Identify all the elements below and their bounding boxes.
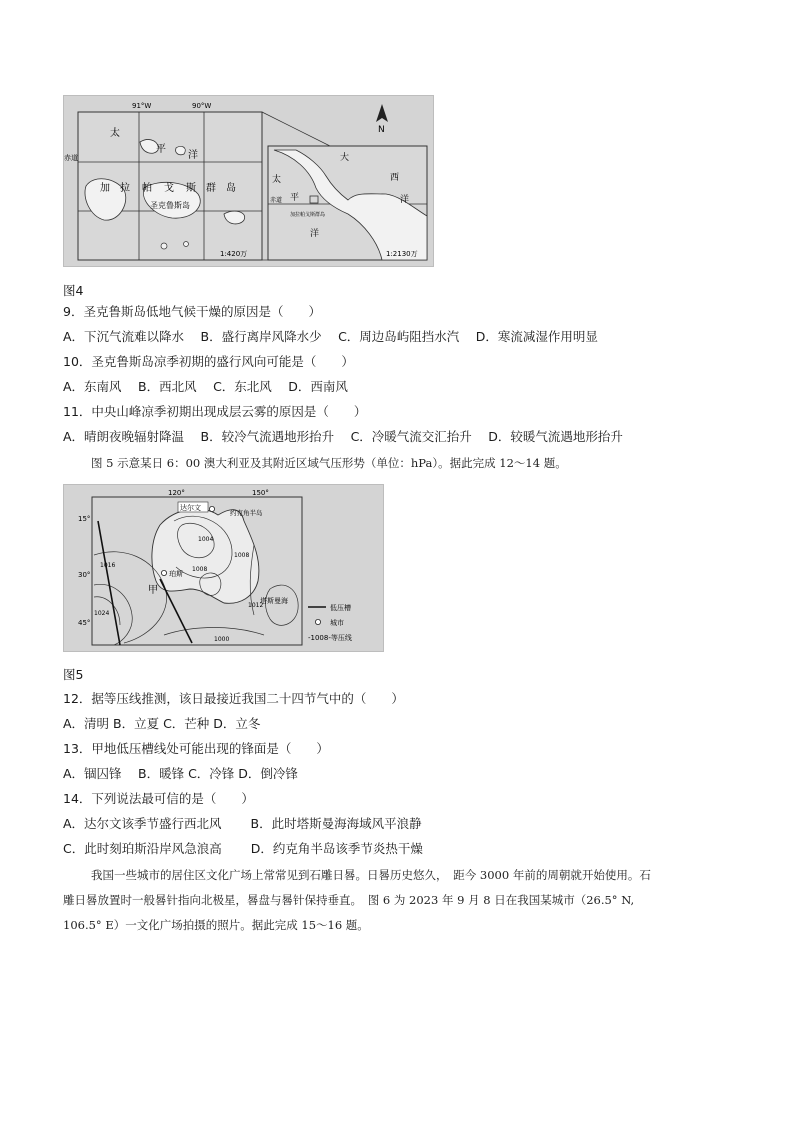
intro-15-16-line3: 106.5° E）一文化广场拍摄的照片。据此完成 15～16 题。 xyxy=(63,918,369,932)
isobar-label-1012: 1012 xyxy=(248,602,264,609)
question-11: 11．中央山峰凉季初期出现成层云雾的原因是（ ） xyxy=(63,404,367,419)
intro-15-16-line1: 我国一些城市的居住区文化广场上常常见到石雕日晷。日晷历史悠久， 距今 3000 年前的周朝就开始使用。石 xyxy=(91,868,651,882)
isobar-label-1016: 1016 xyxy=(100,562,116,569)
question-14-options-ab: A．达尔文该季节盛行西北风 B．此时塔斯曼海海域风平浪静 xyxy=(63,816,422,831)
label-santa-cruz: 圣克鲁斯岛 xyxy=(150,201,190,210)
label-yang-r: 洋 xyxy=(400,195,410,205)
city-perth-marker xyxy=(161,570,166,575)
equator-label: 赤道 xyxy=(64,154,78,162)
label-pa: 帕 xyxy=(142,183,152,194)
question-10-options: A．东南风 B．西北风 C．东北风 D．西南风 xyxy=(63,379,348,394)
label-york-peninsula: 约克角半岛 xyxy=(230,509,263,517)
label-jia: 加 xyxy=(100,183,110,194)
city-darwin: 达尔文 xyxy=(180,504,201,512)
label-jia: 甲 xyxy=(148,585,158,596)
figure-5-caption: 图5 xyxy=(63,667,84,682)
right-map-scale: 1:2130万 xyxy=(386,250,418,258)
label-da: 大 xyxy=(340,153,350,163)
isobar-label-1000: 1000 xyxy=(214,636,230,643)
north-arrow-icon xyxy=(376,104,388,122)
question-9-options: A．下沉气流难以降水 B．盛行离岸风降水少 C．周边岛屿阻挡水汽 D．寒流减湿作用明显 xyxy=(63,329,598,344)
isobar-label-1024: 1024 xyxy=(94,610,110,617)
label-tasman-sea: 塔斯曼海 xyxy=(260,597,288,605)
isobar-label-1008b: 1008 xyxy=(192,566,208,573)
label-ping-r: 平 xyxy=(290,193,300,203)
legend-trough: 低压槽 xyxy=(330,604,351,612)
figure-4-caption: 图4 xyxy=(63,283,84,298)
label-tai-r: 太 xyxy=(272,175,282,185)
lon-label-91: 91°W xyxy=(132,102,152,110)
question-11-options: A．晴朗夜晚辐射降温 B．较冷气流遇地形抬升 C．冷暖气流交汇抬升 D．较暖气流遇地形抬升 xyxy=(63,429,623,444)
lon-label-120: 120° xyxy=(168,489,185,497)
lat-label-30: 30° xyxy=(78,571,91,579)
label-xi: 西 xyxy=(390,173,400,183)
legend-isobar: -1008-等压线 xyxy=(308,634,352,642)
lon-label-150: 150° xyxy=(252,489,269,497)
city-darwin-marker xyxy=(209,506,214,511)
figure-4-map xyxy=(63,95,434,267)
legend-city-icon xyxy=(315,619,320,624)
lat-label-15: 15° xyxy=(78,515,91,523)
label-dao: 岛 xyxy=(226,183,236,194)
question-12: 12．据等压线推测，该日最接近我国二十四节气中的（ ） xyxy=(63,691,404,706)
question-10: 10．圣克鲁斯岛凉季初期的盛行风向可能是（ ） xyxy=(63,354,354,369)
intro-12-14: 图 5 示意某日 6：00 澳大利亚及其附近区域气压形势（单位：hPa）。据此完成 12～14 题。 xyxy=(91,456,567,470)
north-label: N xyxy=(378,125,385,135)
label-tai: 太 xyxy=(110,128,120,139)
label-ge: 戈 xyxy=(164,183,174,194)
figure-4-svg xyxy=(64,96,433,266)
lon-label-90: 90°W xyxy=(192,102,212,110)
islet-1 xyxy=(161,243,167,249)
isobar-label-1004: 1004 xyxy=(198,536,214,543)
city-perth: 珀斯 xyxy=(169,570,183,578)
right-equator-label: 赤道 xyxy=(270,197,283,204)
figure-5-svg xyxy=(64,485,383,651)
isobar-label-1008: 1008 xyxy=(234,552,250,559)
intro-15-16-line2: 雕日晷放置时一般晷针指向北极星，晷盘与晷针保持垂直。 图 6 为 2023 年 9 月 8 日在我国某城市（26.5° N, xyxy=(63,893,635,907)
label-qun: 群 xyxy=(206,183,216,194)
question-14-options-cd: C．此时刻珀斯沿岸风急浪高 D．约克角半岛该季节炎热干燥 xyxy=(63,841,423,856)
lat-label-45: 45° xyxy=(78,619,91,627)
connector-top xyxy=(262,112,330,146)
left-map-scale: 1:420万 xyxy=(220,250,248,258)
label-yang-r2: 洋 xyxy=(310,229,320,239)
question-13-options: A．锢囚锋 B．暖锋 C．冷锋 D．倒冷锋 xyxy=(63,766,298,781)
legend-city: 城市 xyxy=(330,619,344,627)
figure-5-map xyxy=(63,484,384,652)
label-si: 斯 xyxy=(186,183,196,194)
islet-2 xyxy=(184,242,189,247)
label-ping: 平 xyxy=(156,144,166,155)
question-14: 14．下列说法最可信的是（ ） xyxy=(63,791,254,806)
galapagos-label: 加拉帕戈斯群岛 xyxy=(290,212,326,218)
question-9: 9．圣克鲁斯岛低地气候干燥的原因是（ ） xyxy=(63,304,321,319)
label-la: 拉 xyxy=(120,183,130,194)
question-12-options: A．清明 B．立夏 C．芒种 D．立冬 xyxy=(63,716,261,731)
label-yang: 洋 xyxy=(188,150,198,161)
island-small xyxy=(176,146,186,154)
question-13: 13．甲地低压槽线处可能出现的锋面是（ ） xyxy=(63,741,329,756)
